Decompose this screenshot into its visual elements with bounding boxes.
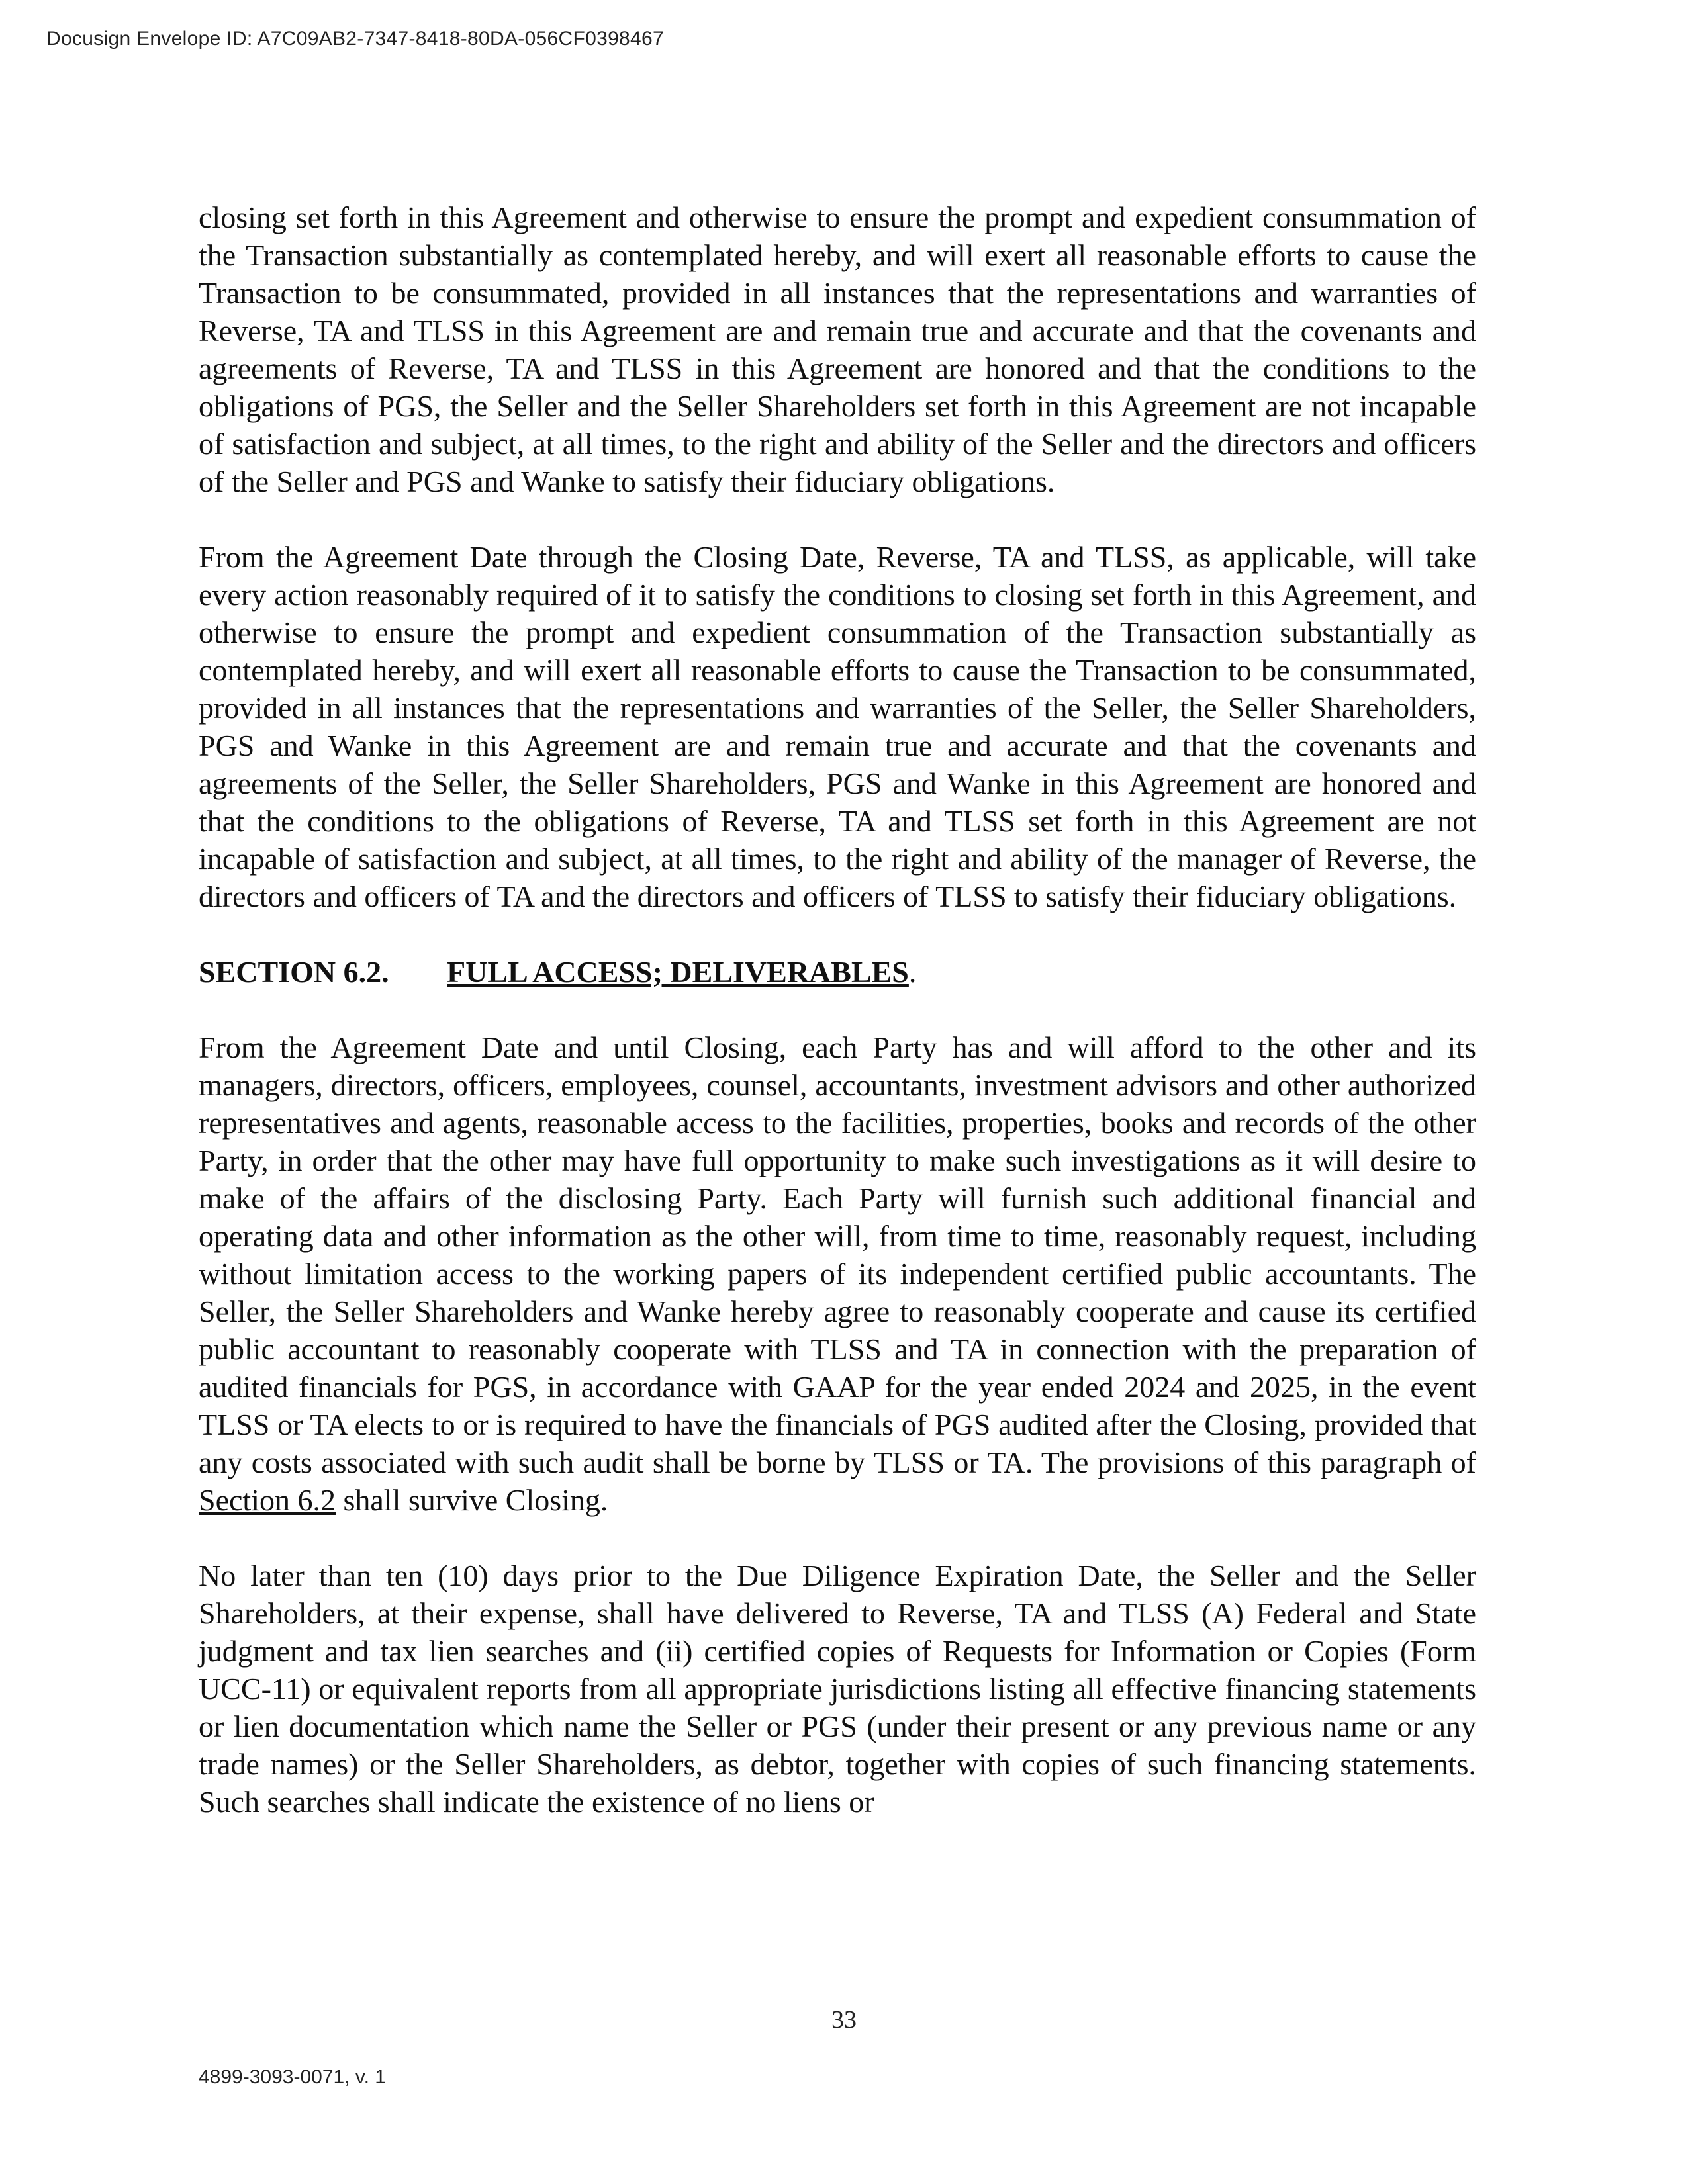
paragraph-full-access: [199, 1028, 1476, 1519]
document-id: 4899-3093-0071, v. 1: [199, 2066, 386, 2088]
paragraph-lien-searches: No later than ten (10) days prior to the Due Diligence Expiration Date, the Seller and the Seller Shareholders, at their expense, shall have delivered to Reverse, TA and TLSS (A) Federal and State judgment and tax lien searches and (ii) certified copies of Requests for Information or Copies (Form UCC-11) or equivalent reports from all appropriate jurisdictions listing all effective financing statements or lien documentation which name the Seller or PGS (under their present or any previous name or any trade names) or the Seller Shareholders, as debtor, together with copies of such financing statements. Such searches shall indicate the existence of no liens or: [199, 1559, 1476, 1819]
section-heading: [199, 953, 1476, 991]
full-access-text-end: shall survive Closing.: [335, 1483, 608, 1517]
section-reference-link: Section 6.2: [199, 1483, 336, 1517]
section-title: FULL ACCESS; DELIVERABLES: [447, 955, 909, 989]
docusign-envelope-id: Docusign Envelope ID: A7C09AB2-7347-8418-80DA-056CF0398467: [46, 28, 664, 50]
paragraph-agreement-date-actions: From the Agreement Date through the Closing Date, Reverse, TA and TLSS, as applicable, will take every action reasonably required of it to satisfy the conditions to closing set forth in this Agreement, and otherwise to ensure the prompt and expedient consummation of the Transaction substantially as contemplated hereby, and will exert all reasonable efforts to cause the Transaction to be consummated, provided in all instances that the representations and warranties of the Seller, the Seller Shareholders, PGS and Wanke in this Agreement are and remain true and accurate and that the covenants and agreements of the Seller, the Seller Shareholders, PGS and Wanke in this Agreement are honored and that the conditions to the obligations of Reverse, TA and TLSS set forth in this Agreement are not incapable of satisfaction and subject, at all times, to the right and ability of the manager of Reverse, the directors and officers of TA and the directors and officers of TLSS to satisfy their fiduciary obligations.: [199, 540, 1476, 913]
section-period: .: [908, 955, 917, 989]
page-number: 33: [831, 2006, 857, 2034]
section-number: SECTION 6.2.: [199, 955, 389, 989]
paragraph-closing-obligations: closing set forth in this Agreement and otherwise to ensure the prompt and expedient consummation of the Transaction substantially as contemplated hereby, and will exert all reasonable efforts to cause the Transaction to be consummated, provided in all instances that the representations and warranties of Reverse, TA and TLSS in this Agreement are and remain true and accurate and that the covenants and agreements of Reverse, TA and TLSS in this Agreement are honored and that the conditions to the obligations of PGS, the Seller and the Seller Shareholders set forth in this Agreement are not incapable of satisfaction and subject, at all times, to the right and ability of the Seller and the directors and officers of the Seller and PGS and Wanke to satisfy their fiduciary obligations.: [199, 201, 1476, 498]
document-body: [199, 199, 1476, 1858]
full-access-text: From the Agreement Date and until Closing, each Party has and will afford to the other and its managers, directors, officers, employees, counsel, accountants, investment advisors and other authorized representatives and agents, reasonable access to the facilities, properties, books and records of the other Party, in order that the other may have full opportunity to make such investigations as it will desire to make of the affairs of the disclosing Party. Each Party will furnish such additional financial and operating data and other information as the other will, from time to time, reasonably request, including without limitation access to the working papers of its independent certified public accountants. The Seller, the Seller Shareholders and Wanke hereby agree to reasonably cooperate and cause its certified public accountant to reasonably cooperate with TLSS and TA in connection with the preparation of audited financials for PGS, in accordance with GAAP for the year ended 2024 and 2025, in the event TLSS or TA elects to or is required to have the financials of PGS audited after the Closing, provided that any costs associated with such audit shall be borne by TLSS or TA. The provisions of this paragraph of: [199, 1030, 1476, 1479]
